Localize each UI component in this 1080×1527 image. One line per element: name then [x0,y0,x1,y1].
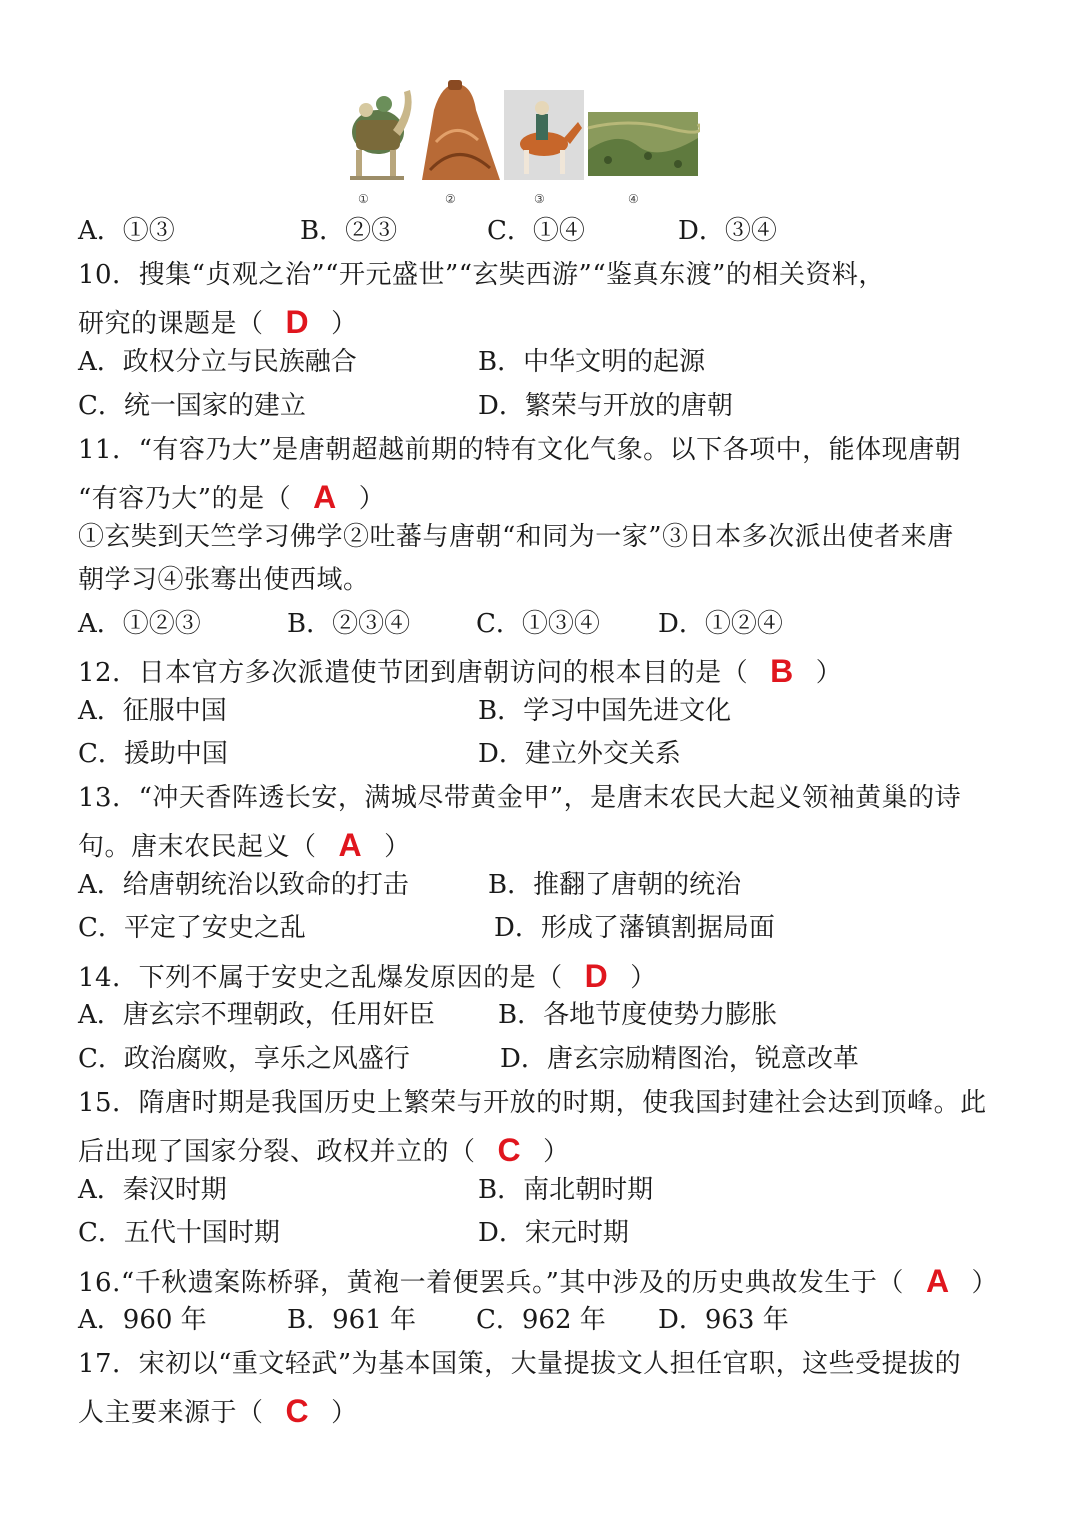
q16-stem-post: ） [971,1268,999,1298]
q10-option-d: D．繁荣与开放的唐朝 [478,391,733,421]
q10-option-c: C．统一国家的建立 [78,391,306,421]
q14-option-b: B．各地节度使势力膨胀 [498,1000,778,1030]
q11-stem-pre: “有容乃大”的是（ [78,484,292,514]
q10-stem-line2 [78,304,358,340]
q10-stem-pre: 研究的课题是（ [78,309,264,339]
q15-stem-line1: 15．隋唐时期是我国历史上繁荣与开放的时期，使我国封建社会达到顶峰。此 [78,1088,987,1118]
q15-option-b: B．南北朝时期 [478,1175,654,1205]
q15-answer: C [497,1132,522,1168]
q14-stem-post: ） [630,963,657,993]
q15-option-a: A．秦汉时期 [78,1175,227,1205]
q17-answer: C [285,1393,310,1429]
q16-stem [78,1263,999,1299]
q13-stem-pre: 句。唐末农民起义（ [78,832,317,862]
q15-option-d: D．宋元时期 [478,1218,629,1248]
q12-stem [78,653,843,689]
q9-option-a: A．①③ [78,216,175,246]
image-caption-4: ④ [628,192,639,206]
leather-flask-image [422,80,500,180]
q11-option-d: D．①②④ [658,609,783,639]
q11-stem-line4: 朝学习④张骞出使西域。 [78,565,370,595]
q11-option-b: B．②③④ [287,609,411,639]
q10-option-b: B．中华文明的起源 [478,347,706,377]
q16-stem-pre: 16.“千秋遗案陈桥驿，黄袍一着便罢兵。”其中涉及的历史典故发生于（ [78,1268,904,1298]
q12-option-b: B．学习中国先进文化 [478,696,732,726]
q11-stem-line3: ①玄奘到天竺学习佛学②吐蕃与唐朝“和同为一家”③日本多次派出使者来唐 [78,522,954,552]
q15-stem-pre: 后出现了国家分裂、政权并立的（ [78,1137,476,1167]
q14-stem-pre: 14．下列不属于安史之乱爆发原因的是（ [78,963,563,993]
q17-stem-line1: 17．宋初以“重文轻武”为基本国策，大量提拔文人担任官职，这些受提拔的 [78,1349,962,1379]
q17-stem-post: ） [331,1398,358,1428]
q11-stem-line1: 11．“有容乃大”是唐朝超越前期的特有文化气象。以下各项中，能体现唐朝 [78,435,962,465]
artifact-images-svg [338,80,700,210]
q12-stem-pre: 12．日本官方多次派遣使节团到唐朝访问的根本目的是（ [78,658,749,688]
image-caption-3: ③ [534,192,545,206]
q11-answer: A [313,479,337,515]
q14-answer: D [584,958,609,994]
q13-option-a: A．给唐朝统治以致命的打击 [78,870,409,900]
q11-option-c: C．①③④ [476,609,600,639]
q13-stem-line1: 13．“冲天香阵透长安，满城尽带黄金甲”，是唐末农民大起义领袖黄巢的诗 [78,783,962,813]
q13-option-c: C．平定了安史之乱 [78,913,306,943]
q10-stem-line1: 10．搜集“贞观之治”“开元盛世”“玄奘西游”“鉴真东渡”的相关资料， [78,260,885,290]
q12-option-a: A．征服中国 [78,696,227,726]
q10-option-a: A．政权分立与民族融合 [78,347,357,377]
q14-option-a: A．唐玄宗不理朝政，任用奸臣 [78,1000,435,1030]
q16-option-a: A．960 年 [78,1305,207,1335]
image-caption-1: ① [358,192,369,206]
q14-stem [78,958,657,994]
image-caption-2: ② [445,192,456,206]
q13-stem-post: ） [384,832,411,862]
q13-option-d: D．形成了藩镇割据局面 [494,913,775,943]
q9-option-d: D．③④ [678,216,777,246]
q9-option-b: B．②③ [300,216,398,246]
q12-option-d: D．建立外交关系 [478,739,681,769]
q13-stem-line2 [78,827,411,863]
q15-option-c: C．五代十国时期 [78,1218,280,1248]
q11-stem-line2 [78,479,386,515]
q11-stem-post: ） [358,484,386,514]
q13-option-b: B．推翻了唐朝的统治 [488,870,742,900]
landscape-painting-image [588,112,700,176]
q15-stem-post: ） [543,1137,570,1167]
q16-option-d: D．963 年 [658,1305,789,1335]
camel-figurine-image [350,90,412,180]
q17-stem-line2 [78,1393,358,1429]
q17-stem-pre: 人主要来源于（ [78,1398,264,1428]
q12-answer: B [770,653,794,689]
q14-option-c: C．政治腐败，享乐之风盛行 [78,1044,410,1074]
q10-answer: D [285,304,310,340]
q12-option-c: C．援助中国 [78,739,228,769]
q16-answer: A [925,1263,950,1299]
q13-answer: A [338,827,363,863]
horse-rider-image [504,90,584,180]
q9-option-c: C．①④ [487,216,585,246]
artifact-images [338,80,700,210]
q10-stem-post: ） [331,309,358,339]
q14-option-d: D．唐玄宗励精图治，锐意改革 [500,1044,859,1074]
q16-option-c: C．962 年 [476,1305,606,1335]
q11-option-a: A．①②③ [78,609,201,639]
q15-stem-line2 [78,1132,570,1168]
q16-option-b: B．961 年 [287,1305,416,1335]
q12-stem-post: ） [815,658,843,688]
